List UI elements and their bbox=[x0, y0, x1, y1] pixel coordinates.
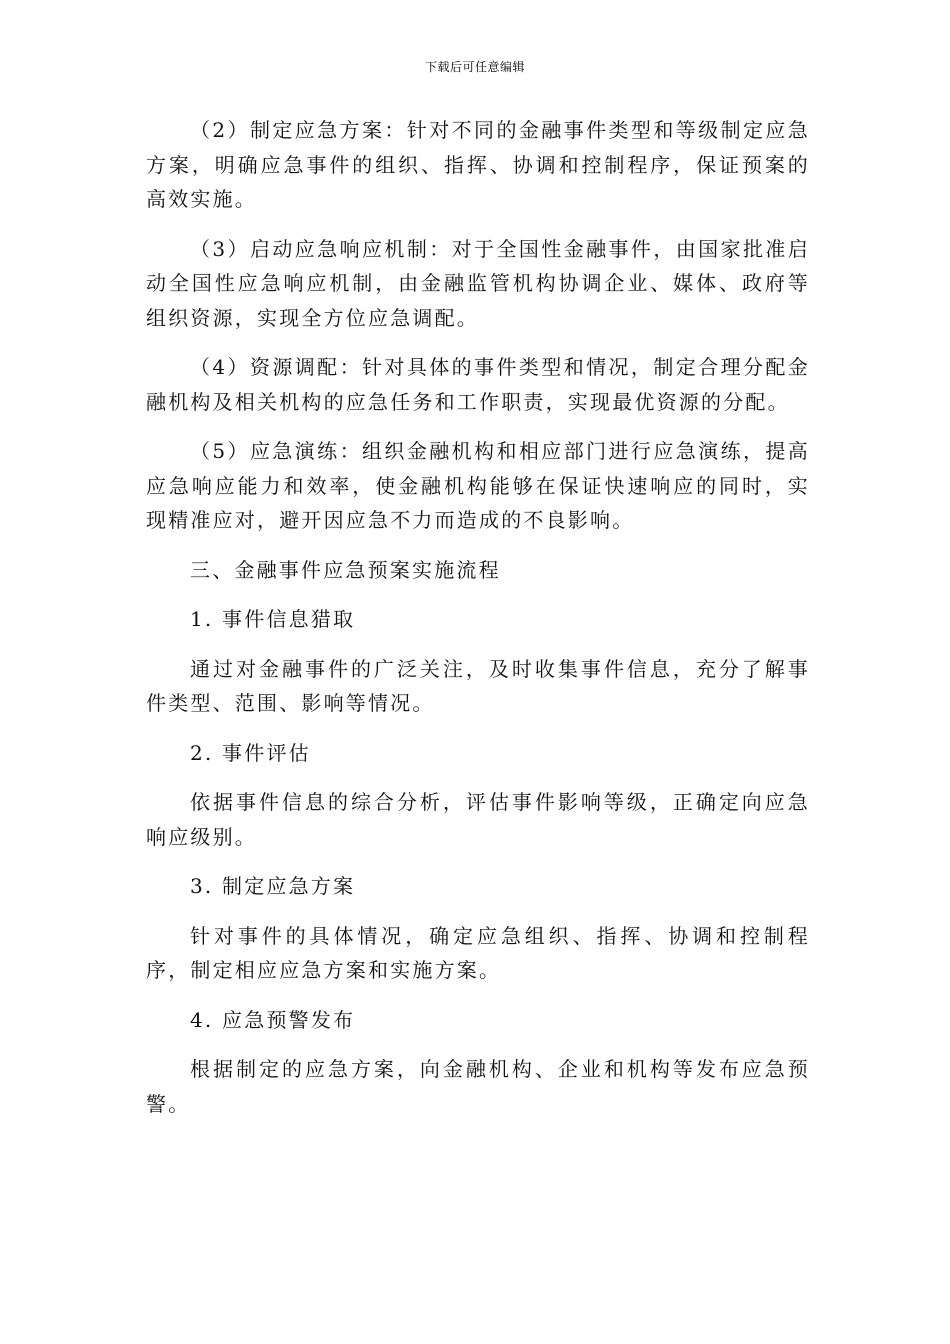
section-heading-implementation-process: 三、金融事件应急预案实施流程 bbox=[190, 557, 501, 582]
paragraph-resource-allocation: （4）资源调配：针对具体的事件类型和情况，制定合理分配金融机构及相关机构的应急任务和工作职责，实现最优资源的分配。 bbox=[146, 355, 810, 414]
step-heading-information-acquisition: 1. 事件信息猎取 bbox=[190, 607, 356, 631]
paragraph-warning-release: 根据制定的应急方案，向金融机构、企业和机构等发布应急预警。 bbox=[146, 1057, 810, 1116]
paragraph-formulate-plan: 针对事件的具体情况，确定应急组织、指挥、协调和控制程序，制定相应应急方案和实施方案。 bbox=[146, 923, 810, 982]
step-heading-warning-release: 4. 应急预警发布 bbox=[190, 1007, 356, 1032]
page-header-note: 下载后可任意编辑 bbox=[424, 60, 525, 74]
step-heading-event-assessment: 2. 事件评估 bbox=[190, 740, 311, 765]
paragraph-information-acquisition: 通过对金融事件的广泛关注，及时收集事件信息，充分了解事件类型、范围、影响等情况。 bbox=[146, 656, 810, 715]
paragraph-event-assessment: 依据事件信息的综合分析，评估事件影响等级，正确定向应急响应级别。 bbox=[146, 790, 810, 849]
paragraph-response-mechanism: （3）启动应急响应机制：对于全国性金融事件，由国家批准启动全国性应急响应机制，由金融监管机构协调企业、媒体、政府等组织资源，实现全方位应急调配。 bbox=[146, 236, 810, 330]
paragraph-emergency-drill: （5）应急演练：组织金融机构和相应部门进行应急演练，提高应急响应能力和效率，使金融机构能够在保证快速响应的同时，实现精准应对，避开因应急不力而造成的不良影响。 bbox=[146, 439, 810, 532]
document-body bbox=[146, 113, 810, 1136]
paragraph-emergency-plan: （2）制定应急方案：针对不同的金融事件类型和等级制定应急方案，明确应急事件的组织、指挥、协调和控制程序，保证预案的高效实施。 bbox=[146, 118, 810, 211]
step-heading-formulate-plan: 3. 制定应急方案 bbox=[190, 874, 356, 898]
